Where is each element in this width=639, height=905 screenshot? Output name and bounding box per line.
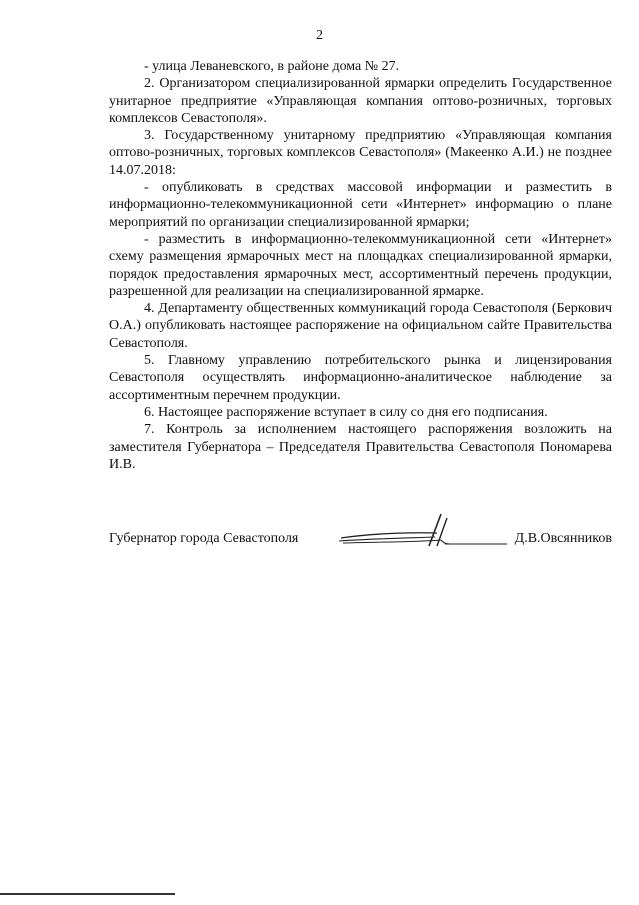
paragraph-item-7: 7. Контроль за исполнением настоящего распоряжения возложить на заместителя Губернатора – Председателя Правительства Севастополя Пономарева И.В. [109, 422, 612, 472]
signatory-name: Д.В.Овсянников [514, 531, 612, 546]
page-number: 2 [316, 28, 323, 43]
paragraph-street: - улица Леваневского, в районе дома № 27. [144, 59, 400, 74]
paragraph-item-3-place: - разместить в информационно-телекоммуникационной сети «Интернет» схему размещения ярмарочных мест на площадках специализированной ярмарки, порядок предоставления ярмарочных мест, ассортиментный перечень продукции, разрешенной для реализации на специализированной ярмарке. [109, 231, 612, 299]
paragraph-item-6: 6. Настоящее распоряжение вступает в силу со дня его подписания. [144, 404, 548, 420]
paragraph-item-5: 5. Главному управлению потребительского рынка и лицензирования Севастополя осуществлять информационно-аналитическое наблюдение за ассортиментным перечнем продукции. [109, 353, 612, 403]
document-body [109, 58, 612, 473]
signatory-position: Губернатор города Севастополя [109, 531, 299, 546]
paragraph-item-3-publish: - опубликовать в средствах массовой информации и разместить в информационно-телекоммуникационной сети «Интернет» информацию о плане мероприятий по организации специализированной ярмарки; [109, 180, 612, 230]
signature-block [109, 526, 612, 550]
paragraph-item-3: 3. Государственному унитарному предприятию «Управляющая компания оптово-розничных, торговых комплексов Севастополя» (Макеенко А.И.) не позднее 14.07.2018: [109, 128, 612, 178]
handwritten-signature [337, 512, 507, 552]
paragraph-item-4: 4. Департаменту общественных коммуникаций города Севастополя (Беркович О.А.) опубликовать настоящее распоряжение на официальном сайте Правительства Севастополя. [109, 301, 612, 351]
footer-divider [0, 893, 175, 895]
paragraph-item-2: 2. Организатором специализированной ярмарки определить Государственное унитарное предприятие «Управляющая компания оптово-розничных, торговых комплексов Севастополя». [109, 76, 612, 126]
